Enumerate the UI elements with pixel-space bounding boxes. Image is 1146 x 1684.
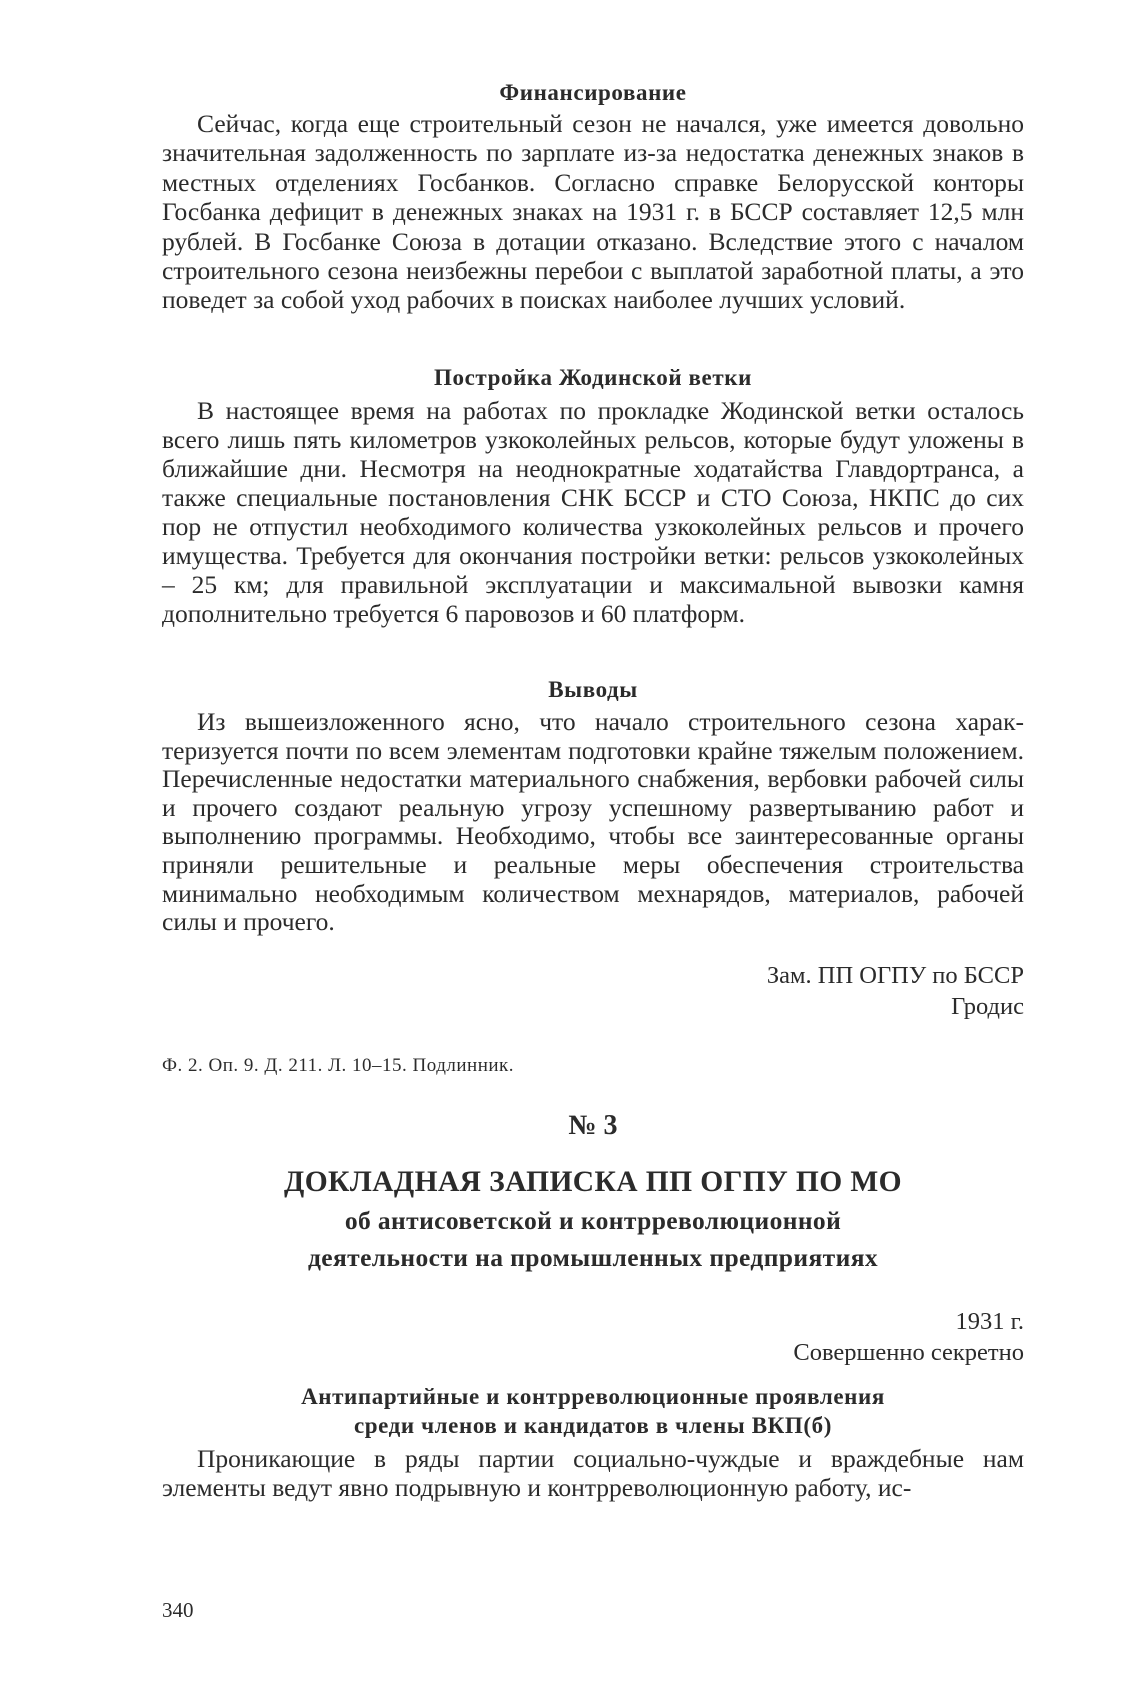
page-number: 340 (162, 1598, 194, 1622)
paragraph-conclusions: Из вышеизложенного ясно, что начало строительного сезона характеризуется почти по всем элементам подготовки крайне тяжелым положением. Перечисленные недостатки материального снабжения, вербовки рабочей силы и прочего создают реальную угрозу успешному развертыванию работ и выполнению программы. Необходимо, чтобы все заинтересованные органы приняли решительные и реальные меры обеспечения строительства минимально необходимым количеством мехнарядов, материалов, рабочей силы и прочего. (162, 707, 1024, 937)
section-conclusions (162, 675, 1024, 937)
paragraph-antiparty: Проникающие в ряды партии социально-чуждые и враждебные нам элементы ведут явно подрывную и контрреволюционную работу, ис- (162, 1444, 1024, 1502)
paragraph-financing: Сейчас, когда еще строительный сезон не начался, уже имеется довольно значительная задолженность по зарплате из-за недостатка денежных знаков в местных отделениях Госбанков. Согласно справке Белорусской конторы Госбанка дефицит в денежных знаках на 1931 г. в БССР составляет 12,5 млн рублей. В Госбанке Союза в дотации отказано. Вследствие этого с началом строительного сезона неизбежны перебои с выплатой заработной платы, а это поведет за собой уход рабочих в поисках наиболее лучших условий. (162, 109, 1024, 315)
document-meta (162, 1306, 1024, 1368)
document-title-sub-2: деятельности на промышленных предприятиях (307, 1243, 879, 1272)
document-classification: Совершенно секретно (793, 1339, 1024, 1366)
document-title-main: ДОКЛАДНАЯ ЗАПИСКА ПП ОГПУ ПО МО (284, 1166, 902, 1198)
document-number: № 3 (568, 1110, 618, 1141)
section-heading-antiparty-2: среди членов и кандидатов в члены ВКП(б) (353, 1413, 833, 1438)
section-financing (162, 78, 1024, 315)
archival-source-note: Ф. 2. Оп. 9. Д. 211. Л. 10–15. Подлинник. (162, 1055, 515, 1076)
document-year: 1931 г. (955, 1308, 1024, 1335)
section-heading-antiparty-1: Антипартийные и контрреволюционные проявления (301, 1384, 885, 1409)
paragraph-branch: В настоящее время на работах по прокладке Жодинской ветки осталось всего лишь пять километров узкоколейных рельсов, которые будут уложены в ближайшие дни. Несмотря на неоднократные ходатайства Главдортранса, а также специальные постановления СНК БССР и СТО Союза, НКПС до сих пор не отпустил необходимого количества узкоколейных рельсов и прочего имущества. Требуется для окончания постройки ветки: рельсов узкоколейных – 25 км; для правильной эксплуатации и максимальной вывозки камня дополнительно требуется 6 паровозов и 60 платформ. (162, 396, 1024, 628)
section-branch (162, 363, 1024, 628)
section-heading-branch: Постройка Жодинской ветки (434, 365, 752, 390)
section-heading-financing: Финансирование (499, 80, 687, 105)
signature-name: Гродис (951, 993, 1024, 1020)
section-antiparty (162, 1382, 1024, 1502)
signature-position: Зам. ПП ОГПУ по БССР (766, 962, 1024, 989)
document-title-sub-1: об антисоветской и контрреволюционной (344, 1206, 842, 1235)
section-heading-conclusions: Выводы (548, 677, 638, 702)
document-title (162, 1162, 1024, 1276)
signature-block (162, 960, 1024, 1022)
